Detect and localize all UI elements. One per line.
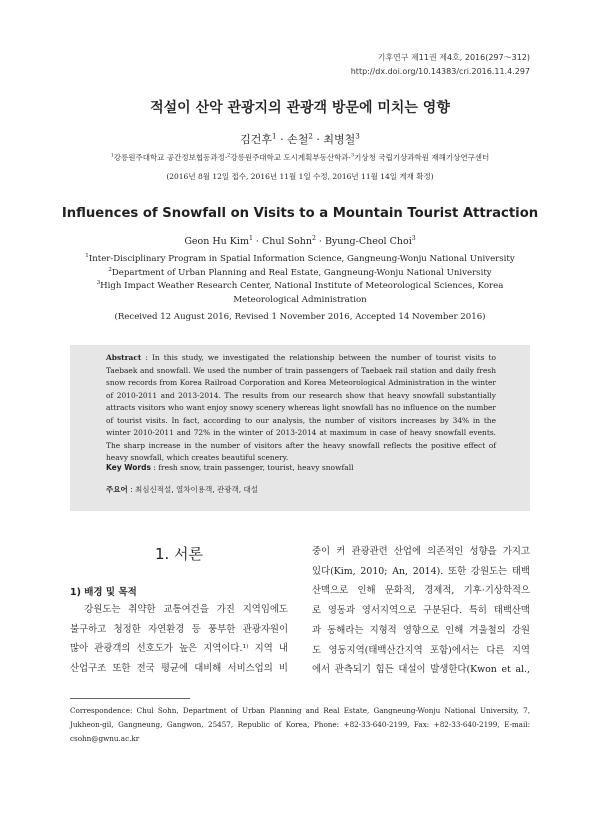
correspondence-footnote: Correspondence: Chul Sohn, Department of Urban Planning and Real Estate, Gangneung-Wonju National University, 7, Jukheon-gil, Gangneung, Gangwon, 25457, Republic of Korea, Phone: +82-33-640-2199, Fax: +82-33-640-2199, E-mail: csohn@gwnu.ac.kr [70, 706, 530, 743]
english-affiliations [80, 253, 520, 307]
journal-citation: 기후연구 제11권 제4호, 2016(297～312) [377, 53, 530, 62]
english-affil-1-sup: 1 [85, 253, 89, 260]
english-affil-2-line [80, 267, 520, 281]
english-authors [0, 236, 600, 247]
english-author-1: Geon Hu Kim [184, 236, 249, 247]
body-line: 산업구조 또한 전국 평균에 대비해 서비스업의 비 [70, 663, 288, 675]
english-affil-1: Inter-Disciplinary Program in Spatial Information Science, Gangneung-Wonju National University [88, 254, 515, 264]
english-affil-2: Department of Urban Planning and Real Estate, Gangneung-Wonju National University [111, 267, 492, 278]
english-author-sep: · [252, 236, 262, 247]
english-author-1-sup: 1 [248, 234, 253, 242]
korean-affil-sep: · [348, 153, 352, 162]
korean-author-3: 최병철 [323, 133, 356, 146]
english-affil-2-sup: 2 [108, 266, 112, 273]
keywords-text: : fresh snow, train passenger, tourist, heavy snowfall [150, 463, 354, 472]
korean-author-sep: · [276, 133, 288, 146]
english-author-2: Chul Sohn [261, 236, 312, 247]
korean-affil-sep: · [224, 153, 228, 162]
korean-affil-2-sup: 2 [227, 152, 231, 159]
keywords [106, 463, 496, 472]
body-line: 산맥으로 인해 문화적, 경제적, 기후·기상학적으 [312, 585, 530, 597]
korean-affil-1: 강릉원주대학교 공간정보협동과정 [113, 153, 225, 162]
body-line: 있다(Kim, 2010; An, 2014). 또한 강원도는 태백 [312, 565, 530, 577]
body-line: 강원도는 취약한 교통여건을 가진 지역임에도 [70, 604, 288, 615]
korean-affil-3: 기상청 국립기상과학원 재해기상연구센터 [354, 153, 490, 162]
korean-keywords-text: : 최심신적설, 열차이용객, 관광객, 대설 [127, 485, 259, 494]
korean-dates: (2016년 8월 12일 접수, 2016년 11월 1일 수정, 2016년 11월 14일 게재 확정) [166, 172, 434, 181]
korean-keywords-label: 주요어 [106, 485, 128, 494]
english-affil-3-sup: 3 [96, 280, 101, 287]
korean-author-2-sup: 2 [308, 131, 313, 141]
korean-author-sep: · [312, 133, 324, 146]
keywords-label: Key Words [106, 463, 151, 472]
body-line: 많아 관광객의 선호도가 높은 지역이다.¹⁾ 지역 내 [70, 643, 288, 655]
korean-author-1: 김건후 [240, 133, 273, 146]
english-author-2-sup: 2 [311, 234, 316, 242]
english-author-3: Byung-Cheol Choi [324, 236, 412, 247]
english-affil-3: High Impact Weather Research Center, National Institute of Meteorological Sciences, Korea Meteorological Administration [100, 281, 504, 305]
body-line: 도 영동지역(태백산간지역 포함)에서는 다른 지역 [312, 644, 530, 656]
korean-affiliations [0, 152, 600, 163]
korean-title: 적설이 산악 관광지의 관광객 방문에 미치는 영향 [150, 100, 450, 116]
korean-keywords [106, 484, 496, 495]
english-affil-1-line [80, 253, 520, 267]
korean-author-3-sup: 3 [355, 131, 360, 141]
english-author-sep: · [315, 236, 325, 247]
subsection-title: 1) 배경 및 목적 [70, 587, 137, 598]
body-line: 로 영동과 영서지역으로 구분된다. 특히 태백산맥 [312, 605, 530, 617]
right-column-body [312, 542, 530, 680]
section-heading-wrap [70, 543, 288, 564]
english-dates: (Received 12 August 2016, Revised 1 November 2016, Accepted 14 November 2016) [114, 312, 486, 322]
korean-author-2: 손철 [287, 133, 309, 146]
body-line: 불구하고 청정한 자연환경 등 풍부한 관광자원이 [70, 623, 288, 635]
english-author-3-sup: 3 [411, 234, 416, 242]
body-line: 에서 관측되기 힘든 대설이 발생한다(Kwon et al., [312, 664, 530, 676]
left-column-body [70, 600, 288, 679]
korean-affil-1-sup: 1 [110, 152, 114, 159]
korean-affil-3-sup: 3 [351, 152, 355, 159]
korean-author-1-sup: 1 [272, 131, 277, 141]
section-title: 1. 서론 [154, 545, 204, 563]
body-line: 과 동해라는 지형적 영향으로 인해 겨울철의 강원 [312, 624, 530, 636]
footnote-divider [70, 698, 190, 699]
korean-affil-2: 강릉원주대학교 도시계획부동산학과 [230, 153, 349, 162]
abstract [106, 352, 496, 465]
korean-authors [0, 131, 600, 147]
english-affil-3-line [80, 280, 520, 307]
english-title: Influences of Snowfall on Visits to a Mountain Tourist Attraction [61, 206, 539, 221]
abstract-text: : In this study, we investigated the relationship between the number of tourist visits to Taebaek and snowfall. We used the number of train passengers of Taebaek rail station and daily fresh snow records from Korea Railroad Corporation and Korea Meteorological Administration in the winter of 2010-2011 and 2013-2014. The results from our research show that heavy snowfall substantially attracts visitors who want enjoy snowy scenery whereas light snowfall has no influence on the number of tourist visits. In fact, according to our analysis, the number of visitors increases by 34% in the winter 2010-2011 and 72% in the winter of 2013-2014 at maximum in case of heavy snowfall events. The sharp increase in the number of visitors after the heavy snowfall reflects the positive effect of heavy snowfall, which creates beautiful scenery. [106, 353, 496, 463]
doi-link[interactable]: http://dx.doi.org/10.14383/cri.2016.11.4.297 [350, 67, 530, 76]
abstract-label: Abstract [106, 353, 142, 362]
body-line: 중이 커 관광관련 산업에 의존적인 성향을 가지고 [312, 546, 530, 557]
